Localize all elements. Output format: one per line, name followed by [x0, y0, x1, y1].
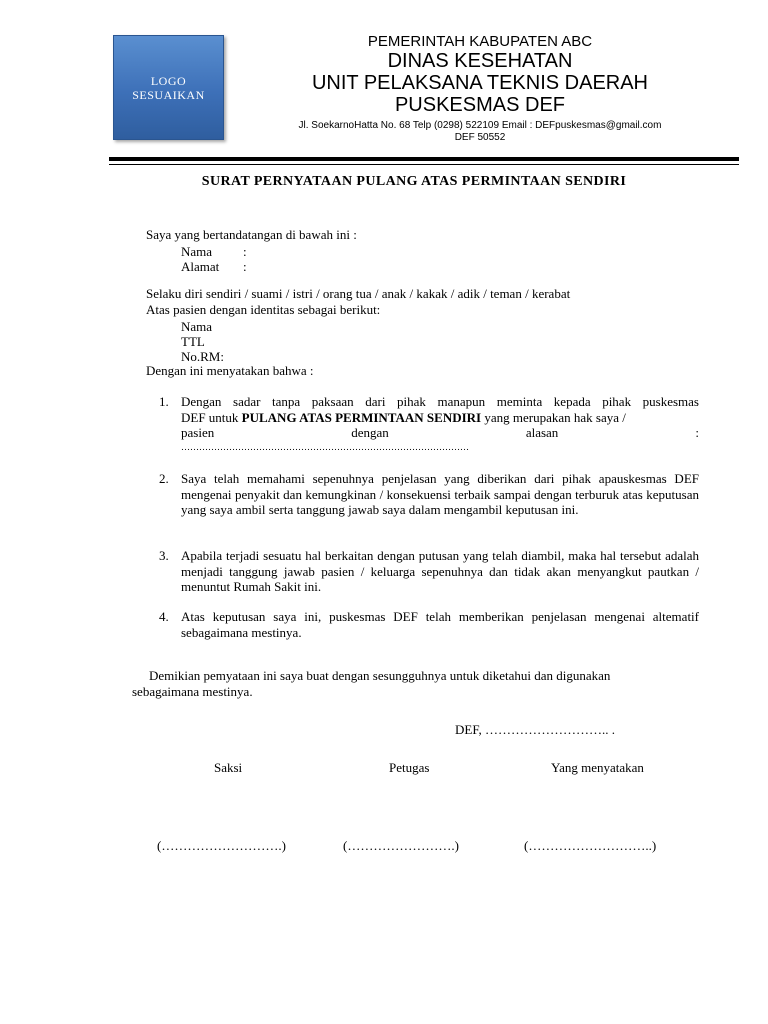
declaration-intro: Dengan ini menyatakan bahwa :: [146, 363, 314, 378]
patient-ttl-label: TTL: [181, 334, 205, 349]
relation-text: Selaku diri sendiri / suami / istri / orang tua / anak / kakak / adik / teman / kerabat: [146, 286, 571, 301]
letterhead: [230, 33, 730, 144]
logo-text-line1: LOGO: [150, 73, 187, 88]
agency-name: PEMERINTAH KABUPATEN ABC: [367, 33, 593, 50]
patient-intro: Atas pasien dengan identitas sebagai berikut:: [146, 302, 381, 317]
patient-rm-label: No.RM:: [181, 349, 224, 364]
item-1-line3: [181, 425, 699, 440]
signature-line-petugas: (…………………….): [343, 838, 459, 853]
header-divider-thick: [109, 157, 739, 161]
item-1-reason-dots: ……………………………………………………………………………………: [181, 442, 469, 452]
item-1-word-dengan: dengan: [351, 425, 389, 440]
signature-label-petugas: Petugas: [389, 760, 430, 775]
signature-line-yang-menyatakan: (………………………..): [524, 838, 657, 853]
item-2-number: 2.: [159, 471, 169, 486]
signer-name-label: Nama: [181, 244, 213, 259]
item-1-line2-start: DEF untuk: [181, 410, 242, 425]
signer-address-label: Alamat: [181, 259, 220, 274]
item-1-emphasis: PULANG ATAS PERMINTAAN SENDIRI: [241, 410, 482, 425]
item-3-number: 3.: [159, 548, 169, 563]
item-4-text: Atas keputusan saya ini, puskesmas DEF telah memberikan penjelasan mengenai altematif sebagaimana mestinya.: [181, 609, 699, 640]
place-date: DEF, ……………………….. .: [455, 722, 616, 737]
signature-label-yang-menyatakan: Yang menyatakan: [551, 760, 644, 775]
item-4-number: 4.: [159, 609, 169, 624]
department-name: DINAS KESEHATAN: [387, 50, 573, 72]
facility-name: PUSKESMAS DEF: [394, 94, 566, 116]
intro-text: Saya yang bertandatangan di bawah ini :: [146, 227, 357, 242]
item-1-word-alasan: alasan: [525, 425, 559, 440]
item-3-text: Apabila terjadi sesuatu hal berkaitan dengan putusan yang telah diambil, maka hal tersebut adalah menjadi tanggung jawab pasien / keluarga sepenuhnya dan tidak akan menyangkut pautkan / menuntut Rumah Sakit ini.: [181, 548, 699, 594]
signer-name-colon: :: [243, 244, 247, 259]
item-1-word-pasien: pasien: [181, 425, 215, 440]
item-1-line2: [181, 410, 626, 425]
header-divider-thin: [109, 164, 739, 165]
address-line: Jl. SoekarnoHatta No. 68 Telp (0298) 522109 Email : DEFpuskesmas@gmail.com: [298, 120, 662, 131]
closing-line-2: sebagaimana mestinya.: [132, 684, 253, 699]
unit-name: UNIT PELAKSANA TEKNIS DAERAH: [311, 72, 649, 94]
patient-name-label: Nama: [181, 319, 213, 334]
postal-line: DEF 50552: [454, 132, 506, 143]
document-title: SURAT PERNYATAAN PULANG ATAS PERMINTAAN SENDIRI: [201, 174, 627, 189]
logo-placeholder: [113, 35, 224, 140]
closing-line-1: Demikian pemyataan ini saya buat dengan sesungguhnya untuk diketahui dan digunakan: [149, 668, 611, 683]
item-1-colon: :: [695, 425, 699, 440]
signature-label-saksi: Saksi: [214, 760, 243, 775]
item-1-line2-end: yang merupakan hak saya /: [481, 410, 626, 425]
item-1-number: 1.: [159, 394, 169, 409]
signer-address-colon: :: [243, 259, 247, 274]
item-1-line1: Dengan sadar tanpa paksaan dari pihak manapun meminta kepada pihak puskesmas: [181, 394, 699, 409]
item-2-text: Saya telah memahami sepenuhnya penjelasan yang diberikan dari pihak apauskesmas DEF mengenai penyakit dan kemungkinan / konsekuensi terbaik sampai dengan terburuk atas keputusan yang saya ambil serta tanggung jawab saya dalam mengambil keputusan ini.: [181, 471, 699, 517]
signature-line-saksi: (……………………….): [157, 838, 286, 853]
logo-text-line2: SESUAIKAN: [132, 87, 205, 102]
